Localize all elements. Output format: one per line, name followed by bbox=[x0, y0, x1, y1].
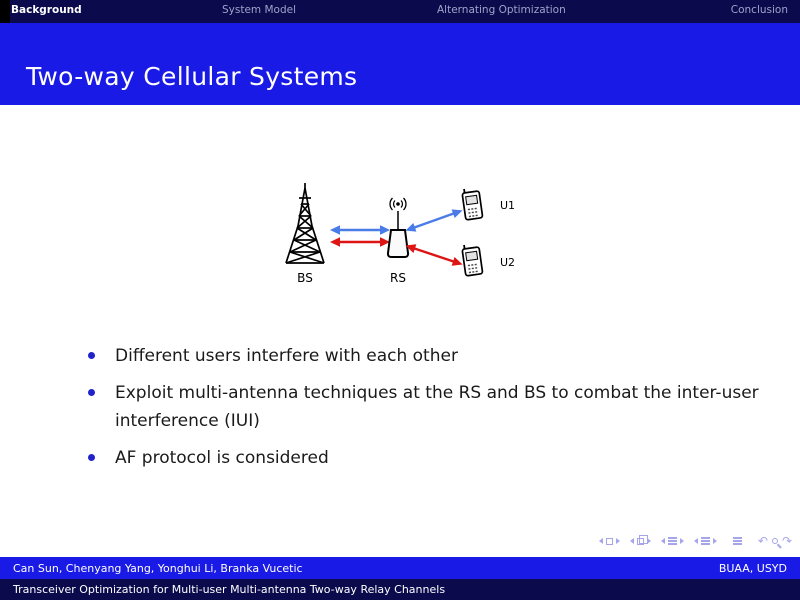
bullet-icon bbox=[88, 454, 95, 461]
bullet-icon bbox=[88, 352, 95, 359]
frame-nav-group bbox=[630, 538, 651, 545]
footer-affiliation: BUAA, USYD bbox=[718, 561, 787, 575]
bs-rs-red-arrow bbox=[330, 237, 390, 247]
rs-label: RS bbox=[390, 271, 406, 285]
bullet-text: Exploit multi-antenna techniques at the RS and BS to combat the inter-user interference (IUI) bbox=[115, 383, 759, 431]
section-nav-group bbox=[694, 538, 717, 544]
bullet-icon bbox=[88, 389, 95, 396]
slide-nav-group bbox=[599, 538, 620, 545]
nav-section-system-model[interactable]: System Model bbox=[222, 4, 297, 16]
nav-section-alternating-optimization[interactable]: Alternating Optimization bbox=[437, 4, 566, 16]
u1-label: U1 bbox=[500, 199, 516, 212]
frame-title: Two-way Cellular Systems bbox=[26, 62, 358, 91]
appendix-icon[interactable] bbox=[733, 540, 742, 542]
frame-icon[interactable] bbox=[637, 538, 644, 545]
bullet-text: AF protocol is considered bbox=[115, 448, 329, 468]
corner-block bbox=[0, 0, 10, 23]
frame-title-bar bbox=[0, 23, 800, 105]
next-section-icon[interactable] bbox=[713, 538, 717, 544]
beamer-navigation-symbols bbox=[589, 533, 792, 549]
user2-phone-icon bbox=[462, 243, 483, 276]
subsection-nav-group bbox=[661, 538, 684, 544]
search-icon[interactable] bbox=[772, 538, 778, 544]
footer-title-bar bbox=[0, 579, 800, 600]
footer-authors: Can Sun, Chenyang Yang, Yonghui Li, Branka Vucetic bbox=[13, 561, 303, 575]
subsection-icon[interactable] bbox=[668, 540, 677, 542]
u2-label: U2 bbox=[500, 256, 516, 269]
section-navigation-bar bbox=[0, 0, 800, 23]
two-way-cellular-diagram bbox=[258, 178, 528, 303]
footer-paper-title: Transceiver Optimization for Multi-user Multi-antenna Two-way Relay Channels bbox=[13, 583, 446, 596]
list-item bbox=[115, 444, 763, 472]
user1-phone-icon bbox=[462, 187, 483, 220]
base-station-tower-icon bbox=[286, 183, 324, 263]
slide-icon[interactable] bbox=[606, 538, 613, 545]
bs-label: BS bbox=[297, 271, 313, 285]
next-slide-icon[interactable] bbox=[616, 538, 620, 544]
forward-icon[interactable]: ↷ bbox=[781, 534, 792, 548]
rs-u2-red-arrow bbox=[404, 241, 464, 269]
footer-authors-bar bbox=[0, 557, 800, 579]
bullet-text: Different users interfere with each other bbox=[115, 346, 458, 366]
prev-section-icon[interactable] bbox=[694, 538, 698, 544]
nav-section-conclusion[interactable]: Conclusion bbox=[730, 4, 788, 16]
prev-frame-icon[interactable] bbox=[630, 538, 634, 544]
bs-rs-blue-arrow bbox=[330, 225, 390, 235]
prev-slide-icon[interactable] bbox=[599, 538, 603, 544]
back-icon[interactable]: ↶ bbox=[757, 534, 768, 548]
prev-subsection-icon[interactable] bbox=[661, 538, 665, 544]
next-subsection-icon[interactable] bbox=[680, 538, 684, 544]
relay-station-icon bbox=[388, 198, 408, 257]
rs-u1-blue-arrow bbox=[404, 206, 464, 235]
nav-section-background[interactable]: Background bbox=[11, 4, 82, 16]
appendix-nav-group bbox=[733, 540, 742, 542]
history-nav-group bbox=[758, 536, 792, 546]
list-item bbox=[115, 342, 763, 370]
section-icon[interactable] bbox=[701, 540, 710, 542]
bullet-list bbox=[115, 342, 763, 481]
list-item bbox=[115, 379, 763, 435]
